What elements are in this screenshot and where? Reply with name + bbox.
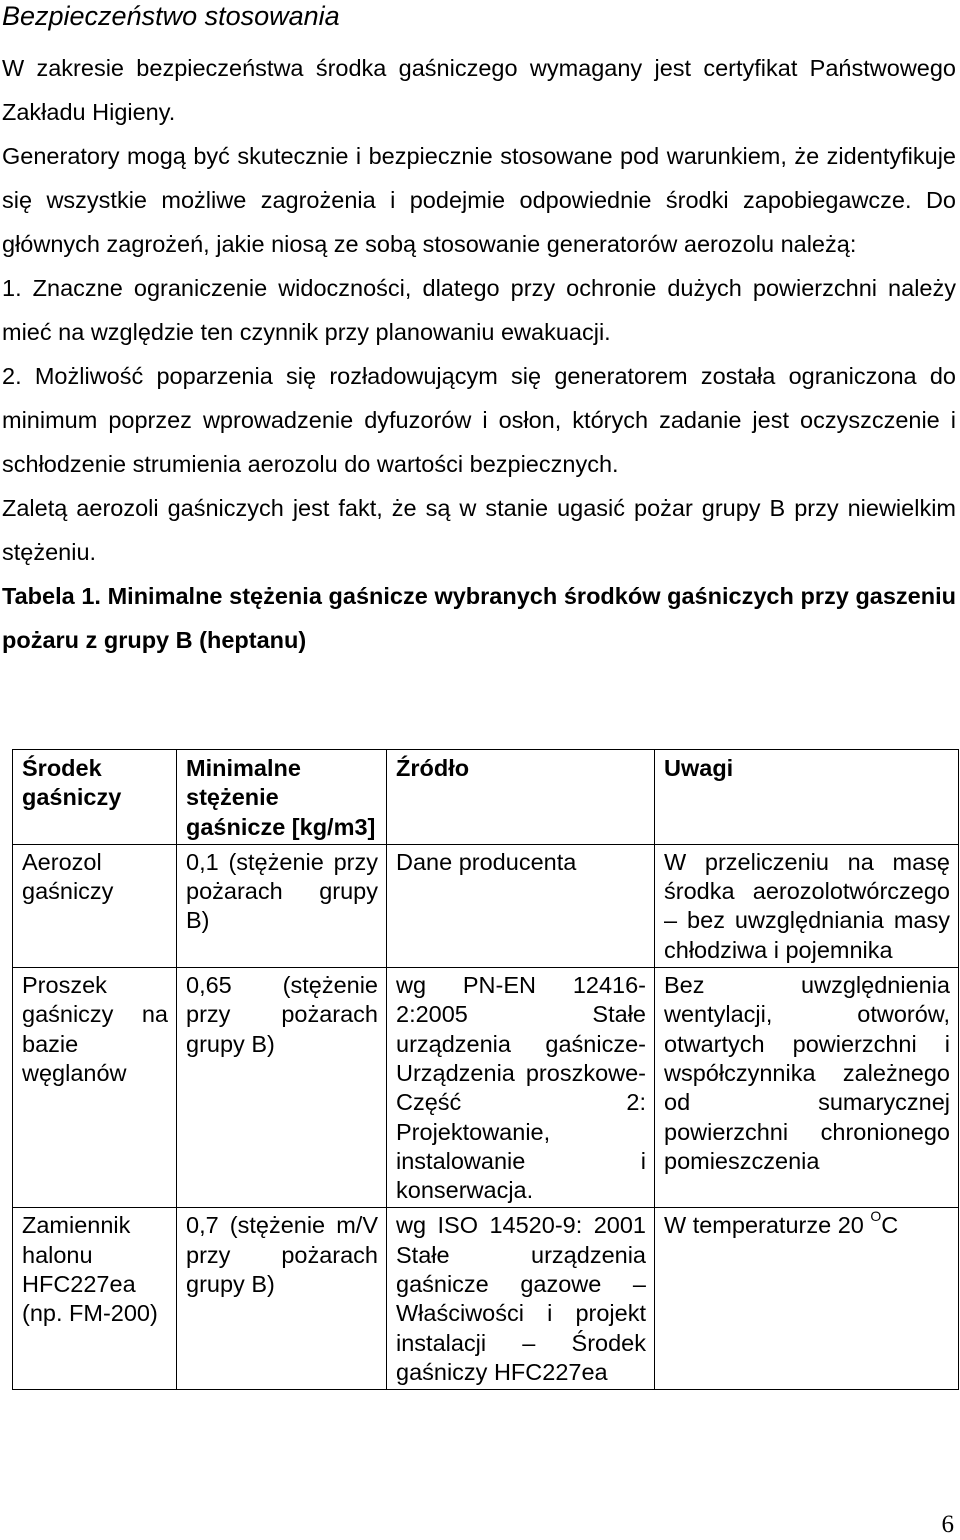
page-number: 6	[941, 1511, 954, 1538]
degree-superscript: O	[870, 1208, 882, 1225]
paragraph-hazards-intro: Generatory mogą być skutecznie i bezpiecznie stosowane pod warunkiem, że zidentyfikuje się wszystkie możliwe zagrożenia i podejmie odpowiednie środki zapobiegawcze. Do głównych zagrożeń, jakie niosą ze sobą stosowanie generatorów aerozolu należą:	[2, 143, 956, 257]
body-text	[2, 46, 956, 662]
cell-concentration: 0,7 (stężenie m/V przy pożarach grupy B)	[177, 1208, 387, 1390]
cell-source: wg PN-EN 12416-2:2005 Stałe urządzenia gaśnicze-Urządzenia proszkowe-Część 2: Projektowanie, instalowanie i konserwacja.	[387, 968, 655, 1208]
paragraph-burns: 2. Możliwość poparzenia się rozładowującym się generatorem została ograniczona do minimum poprzez wprowadzenie dyfuzorów i osłon, których zadanie jest oczyszczenie i schłodzenie strumienia aerozolu do wartości bezpiecznych.	[2, 363, 956, 477]
cell-agent: Proszek gaśniczy na bazie węglanów	[13, 968, 177, 1208]
header-agent: Środek gaśniczy	[13, 750, 177, 845]
cell-agent: Zamiennik halonu HFC227ea (np. FM-200)	[13, 1208, 177, 1390]
cell-source: wg ISO 14520-9: 2001 Stałe urządzenia gaśnicze gazowe – Właściwości i projekt instalacji – Środek gaśniczy HFC227ea	[387, 1208, 655, 1390]
paragraph-certificate: W zakresie bezpieczeństwa środka gaśniczego wymagany jest certyfikat Państwowego Zakładu Higieny.	[2, 55, 956, 125]
header-source: Źródło	[387, 750, 655, 845]
table-header-row	[13, 750, 959, 845]
section-heading: Bezpieczeństwo stosowania	[2, 1, 340, 31]
cell-concentration: 0,65 (stężenie przy pożarach grupy B)	[177, 968, 387, 1208]
paragraph-advantage: Zaletą aerozoli gaśniczych jest fakt, że są w stanie ugasić pożar grupy B przy niewielkim stężeniu.	[2, 495, 956, 565]
table-row	[13, 844, 959, 967]
table-caption: Tabela 1. Minimalne stężenia gaśnicze wybranych środków gaśniczych przy gaszeniu pożaru z grupy B (heptanu)	[2, 583, 956, 653]
cell-agent: Aerozol gaśniczy	[13, 844, 177, 967]
cell-concentration: 0,1 (stężenie przy pożarach grupy B)	[177, 844, 387, 967]
cell-source: Dane producenta	[387, 844, 655, 967]
table-row	[13, 1208, 959, 1390]
cell-notes	[655, 1208, 959, 1390]
cell-notes: Bez uwzględnienia wentylacji, otworów, otwartych powierzchni i współczynnika zależnego od sumarycznej powierzchni chronionego pomieszczenia	[655, 968, 959, 1208]
table-row	[13, 968, 959, 1208]
concentration-table	[12, 749, 959, 1390]
paragraph-visibility: 1. Znaczne ograniczenie widoczności, dlatego przy ochronie dużych powierzchni należy mieć na względzie ten czynnik przy planowaniu ewakuacji.	[2, 275, 956, 345]
notes-text: W temperaturze 20	[664, 1212, 864, 1239]
header-concentration: Minimalne stężenie gaśnicze [kg/m3]	[177, 750, 387, 845]
notes-unit: C	[881, 1212, 899, 1239]
cell-notes: W przeliczeniu na masę środka aerozolotwórczego – bez uwzględniania masy chłodziwa i pojemnika	[655, 844, 959, 967]
header-notes: Uwagi	[655, 750, 959, 845]
